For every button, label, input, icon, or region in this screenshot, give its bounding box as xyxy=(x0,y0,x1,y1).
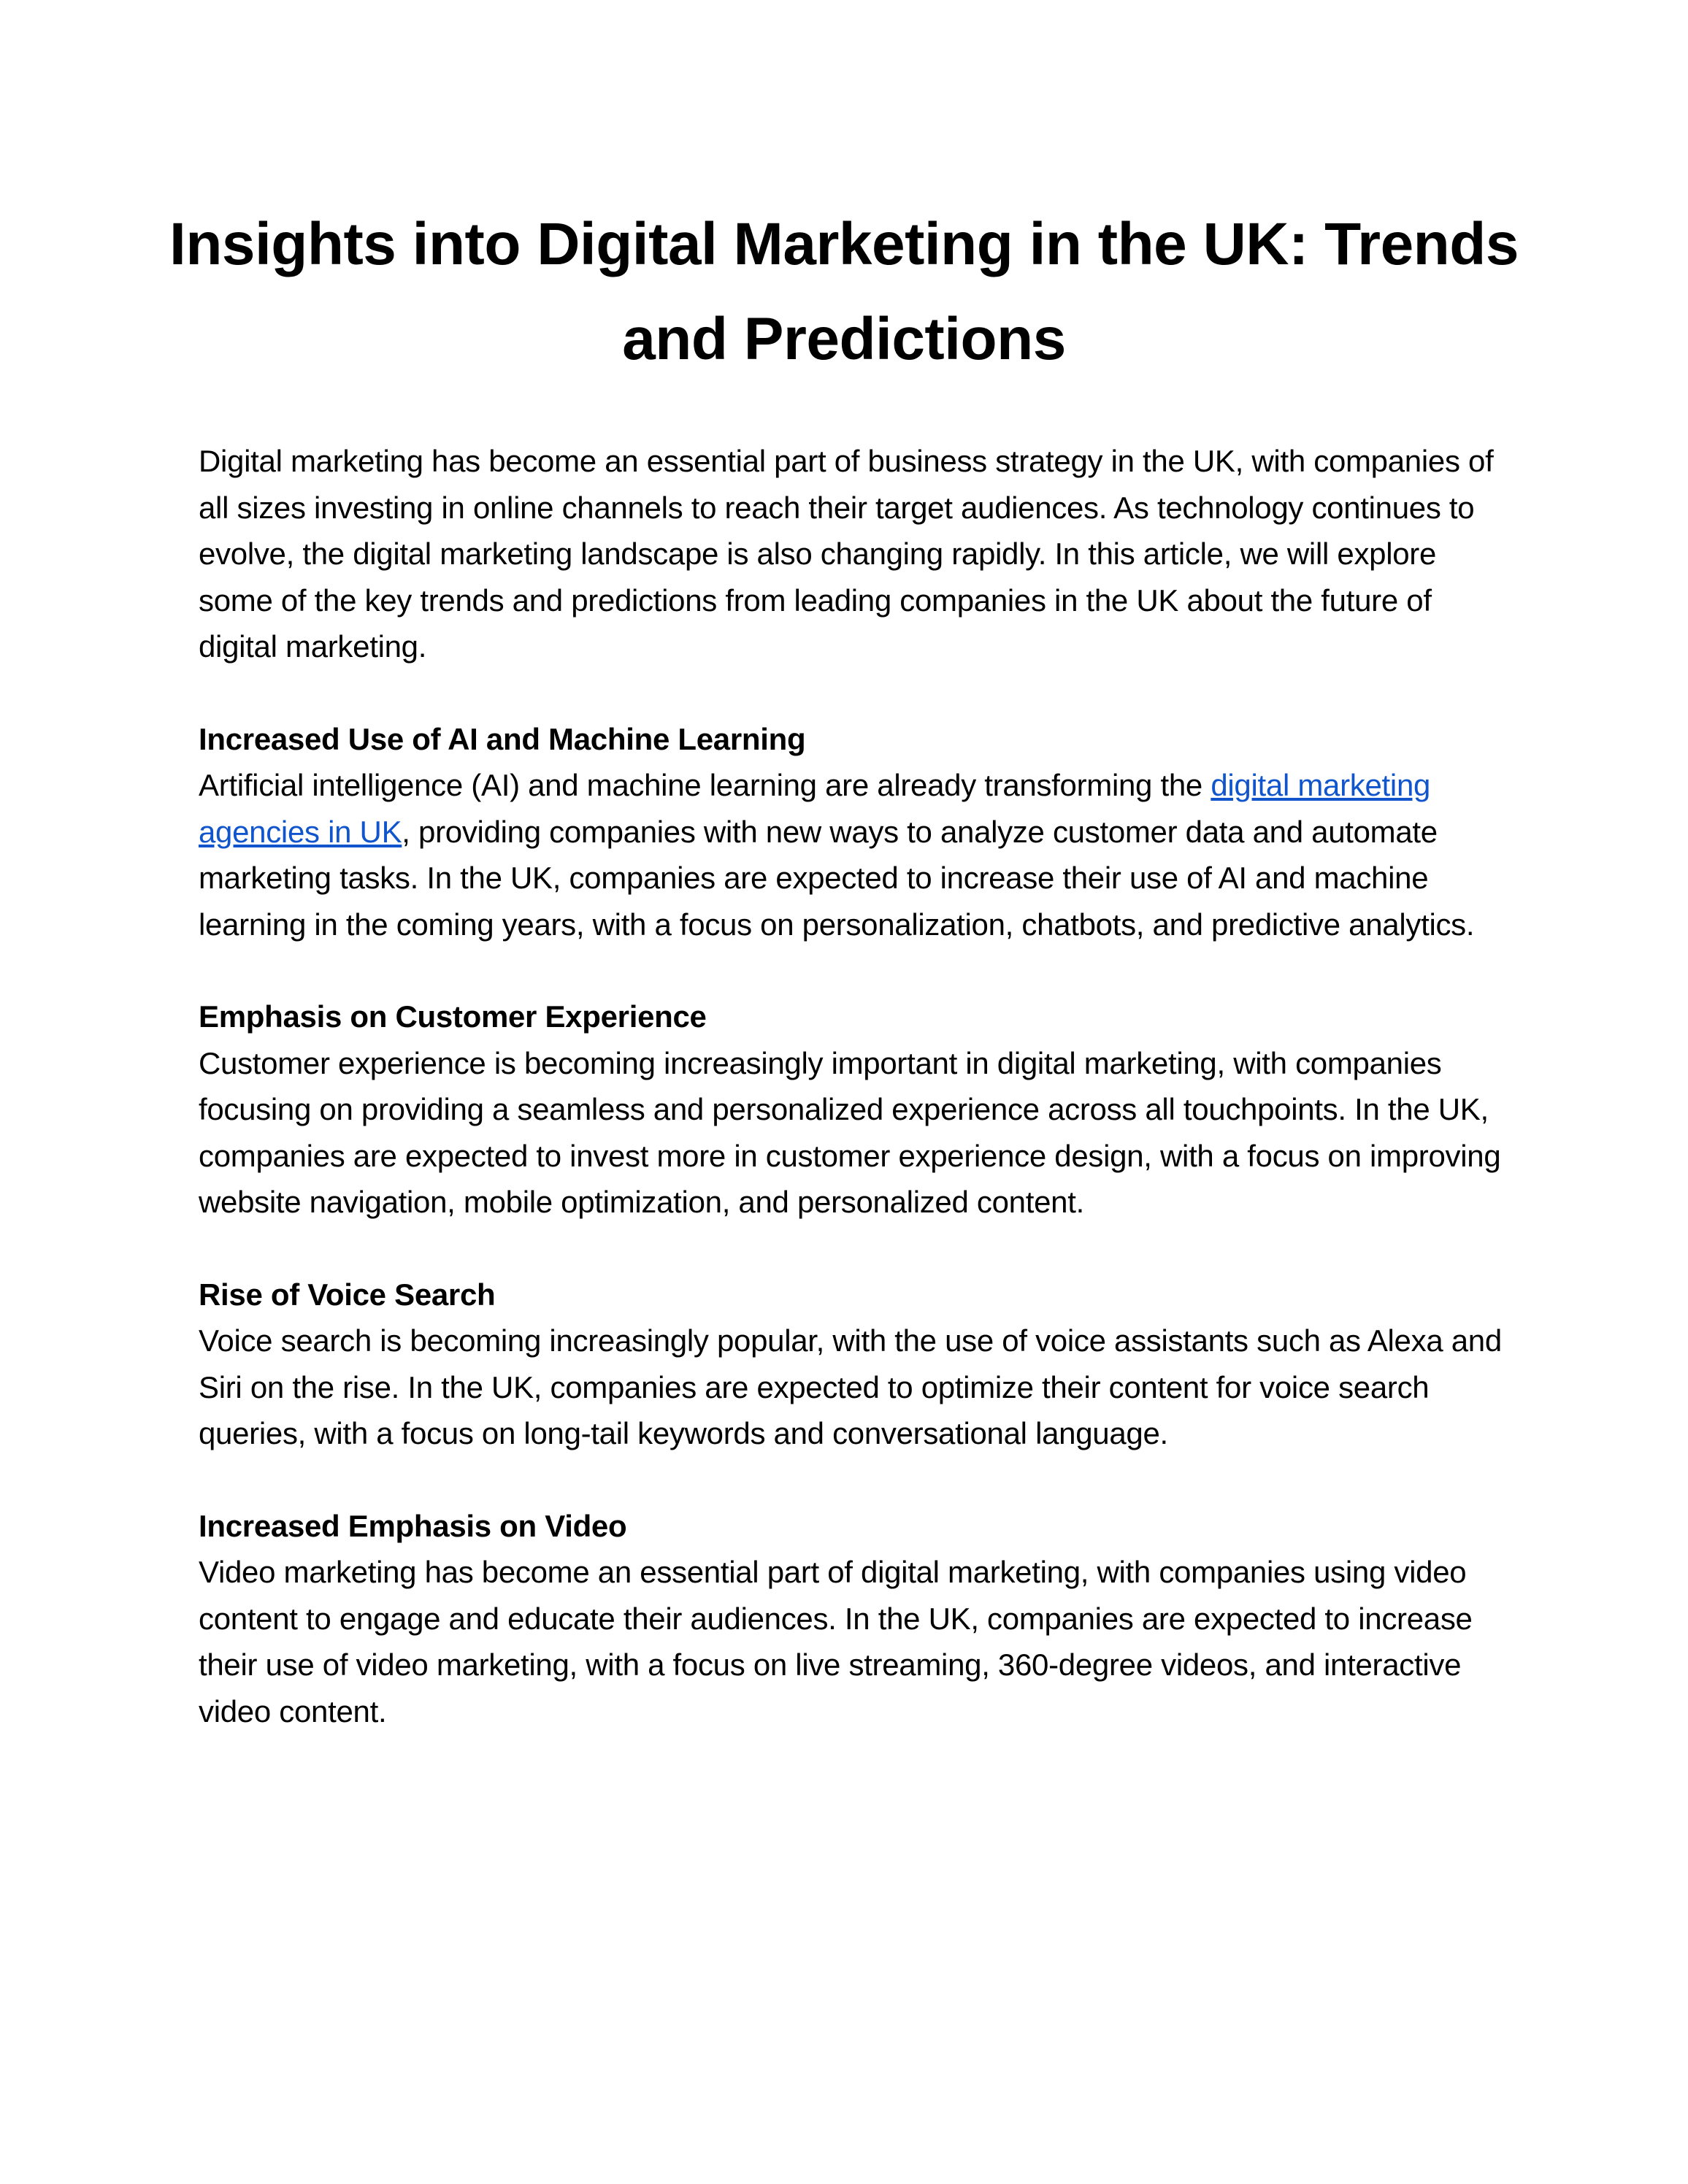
paragraph-text-before-link: Artificial intelligence (AI) and machine learning are already transforming the xyxy=(199,768,1211,802)
section-paragraph xyxy=(199,762,1505,947)
section-customer-experience xyxy=(199,993,1505,1226)
agencies-link[interactable]: digital marketing agencies in UK xyxy=(199,768,1431,849)
section-heading: Increased Use of AI and Machine Learning xyxy=(199,721,806,756)
document-body xyxy=(199,438,1505,1780)
section-paragraph: Video marketing has become an essential part of digital marketing, with companies using video content to engage and educate their audiences. In the UK, companies are expected to increase their use of video marketing, with a focus on live streaming, 360-degree videos, and interactive video content. xyxy=(199,1555,1473,1729)
intro-paragraph: Digital marketing has become an essential part of business strategy in the UK, with companies of all sizes investing in online channels to reach their target audiences. As technology continues to evolve, the digital marketing landscape is also changing rapidly. In this article, we will explore some of the key trends and predictions from leading companies in the UK about the future of digital marketing. xyxy=(199,444,1494,664)
page-title: Insights into Digital Marketing in the UK: Trends and Predictions xyxy=(169,211,1519,372)
section-heading: Increased Emphasis on Video xyxy=(199,1508,627,1543)
section-paragraph: Voice search is becoming increasingly popular, with the use of voice assistants such as Alexa and Siri on the rise. In the UK, companies are expected to optimize their content for voice search queries, with a focus on long-tail keywords and conversational language. xyxy=(199,1323,1502,1450)
paragraph-text-after-link: , providing companies with new ways to analyze customer data and automate marketing tasks. In the UK, companies are expected to increase their use of AI and machine learning in the coming years, with a focus on personalization, chatbots, and predictive analytics. xyxy=(199,814,1475,942)
section-heading: Emphasis on Customer Experience xyxy=(199,999,707,1034)
section-paragraph: Customer experience is becoming increasingly important in digital marketing, with companies focusing on providing a seamless and personalized experience across all touchpoints. In the UK, companies are expected to invest more in customer experience design, with a focus on improving website navigation, mobile optimization, and personalized content. xyxy=(199,1045,1501,1219)
section-heading: Rise of Voice Search xyxy=(199,1277,496,1312)
section-voice-search xyxy=(199,1272,1505,1457)
section-ai-machine-learning xyxy=(199,716,1505,948)
section-video xyxy=(199,1503,1505,1735)
